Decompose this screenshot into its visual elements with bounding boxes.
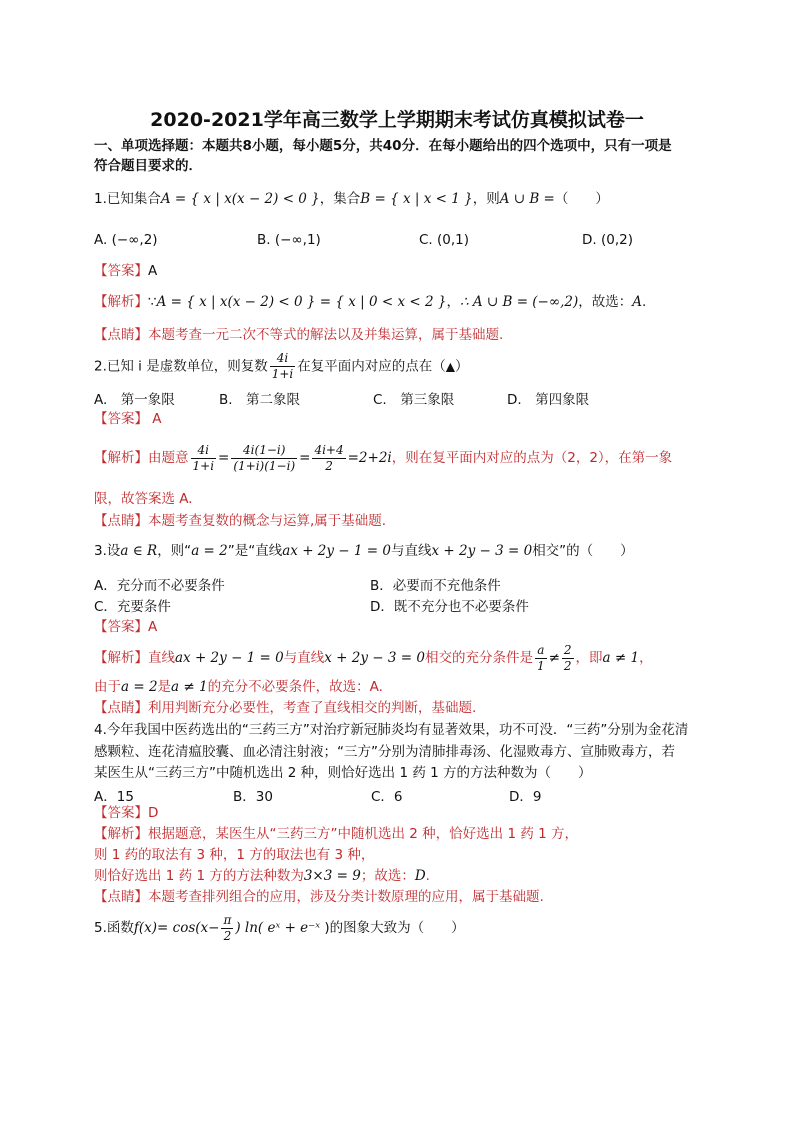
q2-stem-text: 2.已知 i 是虚数单位，则复数 [94,358,268,375]
q3-frac-b-den: 2 [563,658,572,673]
q1-stem [94,190,609,208]
q2-option-c: C. 第三象限 [373,392,455,408]
q4-analysis-line-2: 则 1 药的取法有 3 种，1 方的取法也有 3 种， [94,847,375,863]
q3-stem-text: 相交”的（ ） [532,543,634,559]
q4-option-a: A．15 [94,789,134,805]
q5-stem-text: 5.函数 [94,920,134,936]
q4-option-b: B．30 [233,789,273,805]
q2-analysis-f3-den: 2 [325,458,333,473]
analysis-label: 【解析】 [94,450,148,466]
q1-option-b: B. (−∞,1) [257,232,321,248]
q2-analysis-frac-3 [312,443,345,474]
q3-frac-b-num: 2 [563,642,572,657]
q1-analysis-math: A = { x | x(x − 2) < 0 } = { x | 0 < x < 2 } [156,294,447,310]
q3-stem-text: ”是“直线 [227,543,283,559]
equals-sign: = [299,450,311,466]
q3-option-a: A．充分而不必要条件 [94,578,225,594]
equals-sign: = [218,450,230,466]
q1-analysis-text: ，故选： [578,294,633,310]
triangle-icon: ▲ [445,359,455,374]
q4-analysis-math: 3×3 = 9 [303,868,361,884]
q1-option-c: C. (0,1) [419,232,470,248]
q3-analysis-math: a ≠ 1 [171,679,208,695]
comment-label: 【点睛】 [94,889,148,905]
q1-set-b: B = { x | x < 1 } [360,191,473,207]
q2-analysis-f2-den: (1+i)(1−i) [233,458,296,473]
q3-analysis [94,640,653,676]
q2-comment-text: 本题考查复数的概念与运算,属于基础题. [148,513,387,529]
q4-analysis-text: . [425,868,430,884]
q3-analysis-text: 与直线 [283,650,325,666]
q3-analysis-text: ， [639,650,653,666]
q3-comment [94,699,476,717]
q2-comment [94,512,386,530]
q4-comment [94,888,544,906]
q2-fraction [270,351,296,382]
comment-label: 【点睛】 [94,327,148,343]
equals-sign: = [347,450,359,466]
q2-analysis-f2-num: 4i(1−i) [231,443,297,459]
comment-label: 【点睛】 [94,700,148,716]
q3-comment-text: 利用判断充分必要性，考查了直线相交的判断，基础题. [148,700,477,716]
q1-answer-value: A [148,263,158,279]
q3-analysis-text: 相交的充分条件是 [424,650,533,666]
q3-option-c: C．充要条件 [94,599,171,615]
q3-stem-math: a ∈ R [120,543,158,559]
q2-option-a: A. 第一象限 [94,392,175,408]
q5-fraction [221,913,233,944]
q3-answer-value: A [148,619,158,635]
section-heading-line-1: 一、单项选择题：本题共8小题，每小题5分，共40分．在每小题给出的四个选项中，只有一项是 [94,138,672,154]
q2-analysis-frac-1 [191,443,217,474]
q1-analysis-union: ∴ A ∪ B = (−∞,2) [459,294,579,310]
q4-analysis-text: ；故选： [360,868,415,884]
analysis-label: 【解析】 [94,650,148,666]
q2-stem [94,351,468,382]
q5-stem-math: = cos(x− [157,920,220,936]
q3-frac-a-den: 1 [536,658,545,673]
q5-stem [94,911,465,945]
q4-stem-line-3: 某医生从“三药三方”中随机选出 2 种，则恰好选出 1 药 1 方的方法种数为（ ） [94,765,592,781]
q1-analysis-choice: A [632,294,643,310]
q4-analysis-text: 根据题意，某医生从“三药三方”中随机选出 2 种，恰好选出 1 药 1 方， [148,826,579,842]
q3-stem-math: x + 2y − 3 = 0 [431,543,533,559]
analysis-label: 【解析】 [94,294,148,310]
q2-analysis-text: 由题意 [148,450,189,466]
q3-analysis-math: x + 2y − 3 = 0 [324,650,425,666]
q3-stem-text: 3.设 [94,543,121,559]
q4-answer-value: D [148,805,159,821]
q4-analysis [94,825,578,843]
q5-frac-den: 2 [223,928,232,943]
q3-stem-text: 与直线 [390,543,432,559]
page-title: 2020-2021学年高三数学上学期期末考试仿真模拟试卷一 [150,109,644,131]
q5-stem-math: ) ln( [235,920,264,936]
q3-stem-text: ，则“ [157,543,192,559]
q3-analysis-math: a = 2 [121,679,158,695]
q3-analysis-math: a ≠ 1 [602,650,640,666]
q2-frac-num: 4i [270,351,296,367]
q2-option-b: B. 第二象限 [219,392,301,408]
q3-option-b: B．必要而不充他条件 [370,578,501,594]
q1-option-a: A. (−∞,2) [94,232,158,248]
q2-stem-text: 在复平面内对应的点在（ [297,358,446,375]
q1-analysis-text: ∵ [148,294,157,310]
section-heading-line-2: 符合题目要求的． [94,158,202,174]
q2-analysis [94,440,672,476]
q3-analysis-text: 由于 [94,679,121,695]
q3-analysis-text: 的充分不必要条件，故选：A. [207,679,383,695]
q4-option-d: D．9 [509,789,542,805]
q3-option-d: D．既不充分也不必要条件 [370,599,529,615]
q3-analysis-math: ax + 2y − 1 = 0 [175,650,284,666]
q3-answer [94,618,157,636]
q3-analysis-line-2 [94,678,383,696]
q3-analysis-frac-b [562,643,574,674]
q1-comment-text: 本题考查一元二次不等式的解法以及并集运算，属于基础题. [148,327,504,343]
q1-set-a: A = { x | x(x − 2) < 0 } [160,191,320,207]
q2-analysis-frac-2 [231,443,297,474]
q3-analysis-text: ，即 [575,650,603,666]
q4-comment-text: 本题考查排列组合的应用，涉及分类计数原理的应用，属于基础题. [148,889,544,905]
answer-label: 【答案】 [94,411,148,427]
q3-analysis-text: 是 [157,679,172,695]
q3-analysis-text: 直线 [148,650,175,666]
q1-analysis-text: ， [446,294,460,310]
q2-option-d: D. 第四象限 [507,392,590,408]
q1-stem-text: ，集合 [319,191,361,207]
q2-answer-value: A [152,411,162,427]
analysis-label: 【解析】 [94,826,148,842]
q3-stem [94,542,634,560]
q2-analysis-f1-den: 1+i [192,458,215,473]
q5-stem-text: )的图象大致为（ ） [324,920,465,936]
q3-analysis-frac-a [535,643,547,674]
q2-analysis-f1-num: 4i [191,443,217,459]
answer-label: 【答案】 [94,619,148,635]
q1-union: A ∪ B = [499,191,555,207]
not-equal-sign: ≠ [548,650,560,666]
q5-function-name: f(x) [133,920,158,936]
q2-analysis-f3-num: 4i+4 [314,442,344,457]
q1-comment [94,326,503,344]
q4-analysis-line-3 [94,867,430,885]
q5-stem-exp: eˣ + e⁻ˣ [267,920,321,936]
q1-option-d: D. (0,2) [582,232,633,248]
q1-analysis-text: . [642,294,647,310]
q3-stem-math: ax + 2y − 1 = 0 [282,543,391,559]
q5-frac-num: π [223,912,232,927]
comment-label: 【点睛】 [94,513,148,529]
q4-analysis-choice: D [414,868,426,884]
q1-stem-text: 1.已知集合 [94,191,161,207]
q1-stem-text: ，则 [472,191,500,207]
q1-stem-text: （ ） [554,191,609,207]
q1-answer [94,262,157,280]
q2-analysis-line-2: 限，故答案选 A. [94,491,193,507]
q2-stem-text: ） [454,358,469,375]
q2-frac-den: 1+i [271,367,294,381]
q4-analysis-text: 则恰好选出 1 药 1 方的方法种数为 [94,868,304,884]
q2-analysis-text: ，则在复平面内对应的点为（2，2），在第一象 [391,450,673,466]
q4-stem-line-1: 4.今年我国中医药选出的“三药三方”对治疗新冠肺炎均有显著效果，功不可没．“三药”分别为金花清 [94,722,689,738]
q4-answer [94,804,158,822]
q2-answer [94,410,162,428]
q4-option-c: C．6 [371,789,403,805]
q4-stem-line-2: 感颗粒、连花清瘟胶囊、血必清注射液；“三方”分别为清肺排毒汤、化湿败毒方、宣肺败毒方，若 [94,744,675,760]
answer-label: 【答案】 [94,263,148,279]
q3-frac-a-num: a [535,643,547,659]
answer-label: 【答案】 [94,805,148,821]
q1-analysis [94,293,646,311]
q2-analysis-result: 2+2i [358,450,392,466]
q3-stem-math: a = 2 [191,543,228,559]
